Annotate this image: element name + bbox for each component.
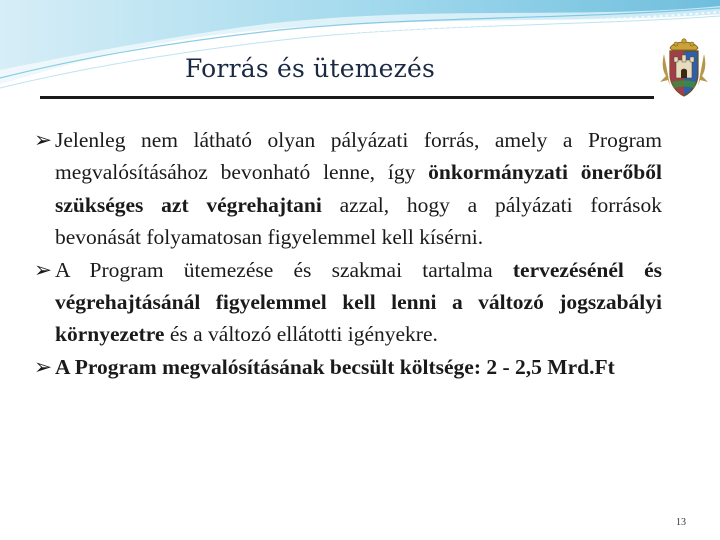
bullet-item: [34, 124, 662, 254]
wave-decoration: [0, 0, 720, 100]
coat-of-arms-icon: [656, 36, 712, 100]
bullet-text-bold: tervezésénél és végrehajtásánál figyelemmel kell lenni a változó jogszabályi környezetre: [55, 257, 662, 347]
bullet-item: [34, 254, 662, 351]
slide-title: Forrás és ütemezés: [184, 54, 436, 83]
bullet-text-bold: A Program megvalósításának becsült költsége: 2 - 2,5 Mrd.Ft: [55, 354, 615, 379]
arrow-bullet-icon: ➢: [34, 128, 53, 152]
bullet-item: [34, 351, 662, 383]
arrow-bullet-icon: ➢: [34, 257, 53, 282]
bullet-text: Jelenleg nem látható olyan pályázati forrás, amely a Program megvalósításához bevonható lenne, így: [55, 128, 662, 185]
title-underline: [40, 96, 654, 99]
arrow-bullet-icon: ➢: [34, 354, 53, 379]
bullet-text-bold: önkormányzati önerőből szükséges azt végrehajtani: [55, 160, 662, 217]
bullet-list: [34, 124, 662, 383]
bullet-text: A Program ütemezése és szakmai tartalma: [55, 257, 513, 282]
bullet-text: azzal, hogy a pályázati források bevonását folyamatosan figyelemmel kell kísérni.: [55, 192, 662, 250]
page-number: 13: [676, 517, 686, 528]
bullet-text: és a változó ellátotti igényekre.: [164, 322, 438, 347]
